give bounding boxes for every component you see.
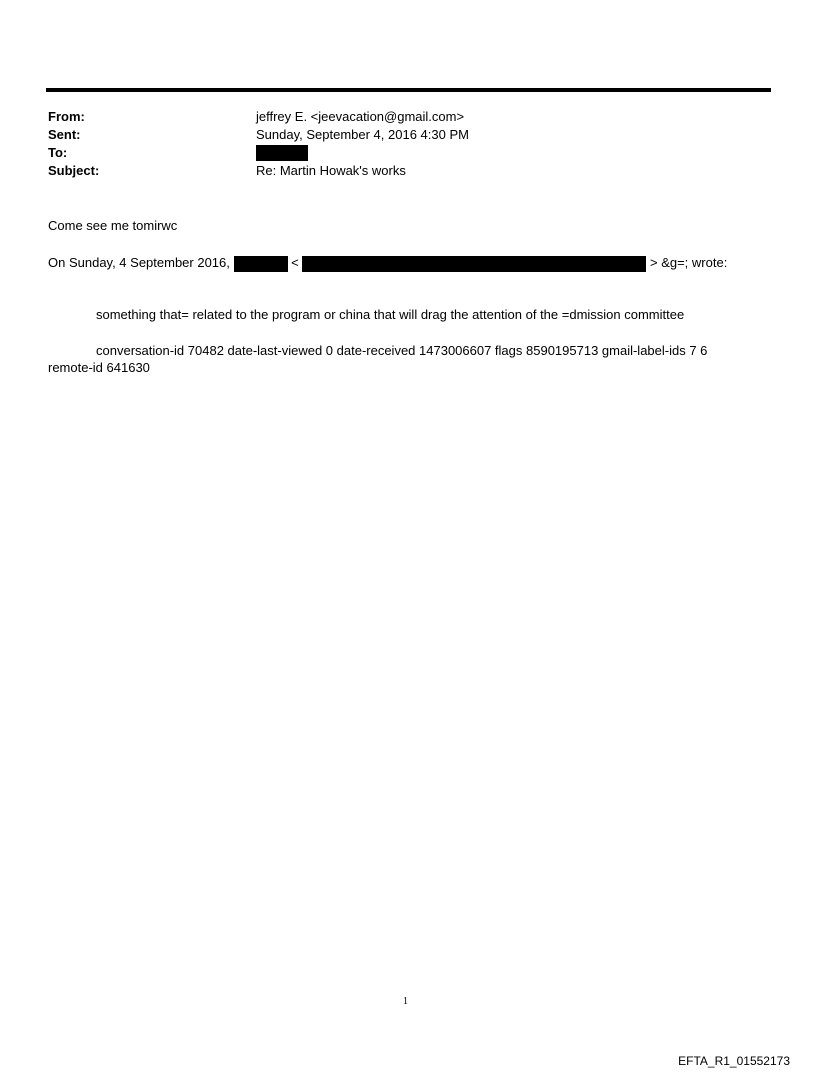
quote-lt: < (291, 255, 299, 270)
redaction-to (256, 145, 308, 161)
quote-suffix: > &g=; wrote: (649, 255, 728, 270)
redaction-sender-email (302, 256, 646, 272)
reply-text: Come see me tomirwc (48, 218, 178, 233)
from-label: From: (48, 109, 85, 124)
subject-value: Re: Martin Howak's works (256, 163, 406, 178)
subject-label: Subject: (48, 163, 100, 178)
sent-value: Sunday, September 4, 2016 4:30 PM (256, 127, 469, 142)
to-label: To: (48, 145, 68, 160)
metadata-line-2: remote-id 641630 (48, 360, 150, 375)
metadata-line-1: conversation-id 70482 date-last-viewed 0 date-received 1473006607 flags 8590195713 gmail-label-ids 7 6 (96, 343, 708, 358)
page-number: 1 (403, 996, 408, 1007)
quoted-paragraph: something that= related to the program or china that will drag the attention of the =dmission committee (96, 307, 685, 322)
quote-intro (48, 254, 727, 272)
redaction-sender-name (234, 256, 288, 272)
sent-label: Sent: (48, 127, 81, 142)
bates-id: EFTA_R1_01552173 (678, 1054, 790, 1068)
from-value: jeffrey E. <jeevacation@gmail.com> (256, 109, 465, 124)
quote-intro-prefix: On Sunday, 4 September 2016, (48, 255, 230, 270)
header-rule (46, 88, 771, 92)
